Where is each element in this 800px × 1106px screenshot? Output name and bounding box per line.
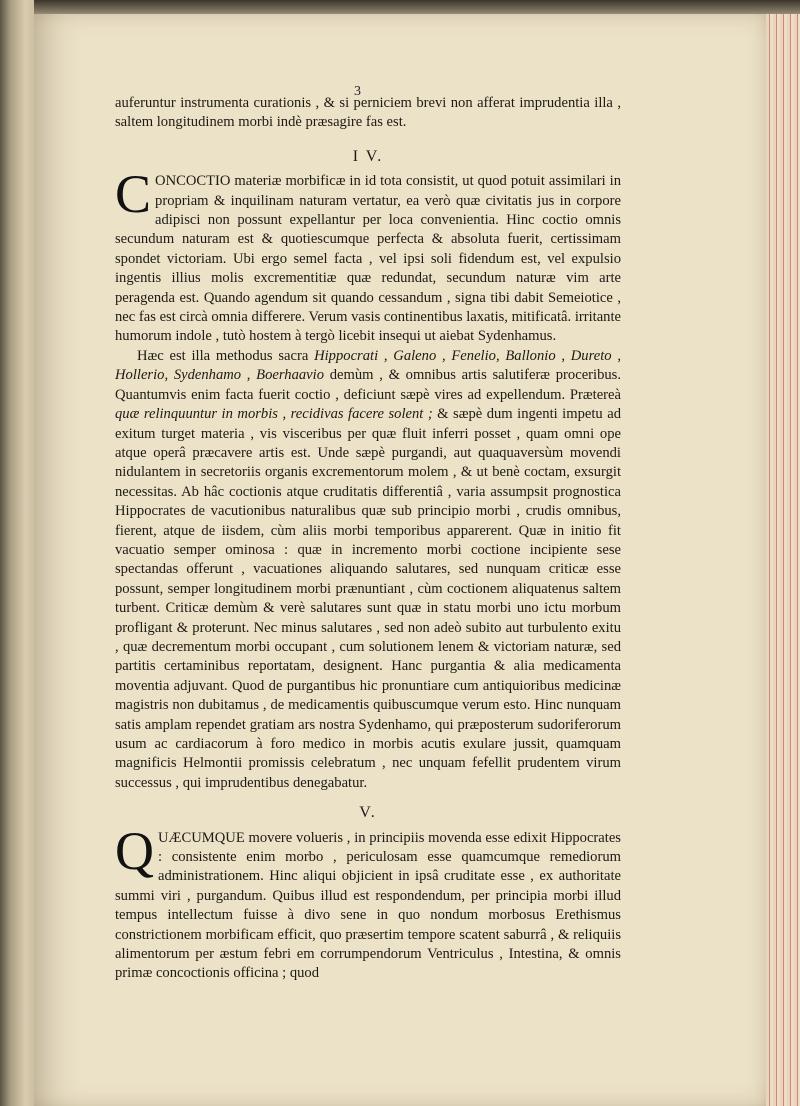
paragraph-text: & sæpè dum ingenti impetu ad exitum turget materia , vis visceribus per quæ fluit inferri posset , quam omni ope atque operâ præcavere artis est. Unde sæpè purgandi, aut quaquaversùm movendi nidulantem in secretoriis organis excrementorum molem , & ut benè coctam, exsurgit necessitas. Ab hâc coctionis atque cruditatis differentiâ , varia assumpsit prognostica Hippocrates de vacutionibus naturalibus quæ sub principio morbi , crudis omnibus, fierent, atque de iisdem, cùm aliis morbi temporibus apparerent. Quæ in initio fit vacuatio semper ominosa : quæ in incremento morbi coctione incipiente sese spectandas offerunt , vacuationes aliquando salutares, sed nunquam criticæ esse possunt, semper longitudinem morbi prænuntiant , cùm coctionem aliquatenus saltem turbent. Criticæ demùm & verè salutares sunt quæ in statu morbi uno ictu morbum profligant & proterunt. Nec minus salutares , sed non adeò subito aut turbulento exitu , quæ decrementum morbi occupant , cum solutionem lenem & victoriam naturæ, sed partitis certaminibus reportatam, designent. Hanc purgantia & alia medicamenta moventia adjuvant. Quod de purgantibus hic pronuntiare cum antiquioribus medicinæ magistris non dubitamus , de medicamentis quibuscumque verum esto. Hinc nunquam satis amplam rependet gratiam ars nostra Sydenhamo, qui præposterum sudoriferorum usum ac cardiacorum à foro medico in morbis acutis exulare jussit, quamquam magnificis Helmontii promissis celebratum , nec unquam fefellit prudentem virum successus , qui imprudentibus denegabatur. — [115, 406, 621, 791]
paragraph-text: Hæc est illa methodus sacra — [137, 347, 315, 364]
section-heading-v: V. — [359, 804, 377, 822]
book-gutter — [0, 0, 34, 1106]
paragraph-text: demùm , & omnibus artis salutiferæ proceribus. Quantumvis enim facta fuerit coctio , deficiunt sæpè vires ad expellendum. Prætereà — [115, 367, 622, 403]
page-edges — [766, 14, 800, 1106]
author-names: Hippocrati , Galeno , Fenelio, Ballonio , Dureto , Hollerio, Sydenhamo , Boerhaavio — [115, 347, 621, 384]
page-number: 3 — [354, 84, 361, 99]
drop-cap: Q — [115, 820, 154, 881]
paragraph-text: UÆCUMQUE movere volueris , in principiis movenda esse edixit Hippocrates : consistente enim morbo , periculosam esse quamcumque remediorum administrationem. Hinc aliqui objicient in ipsâ cruditate esse , ex authoritate summi viri , purgandum. Quibus illud est respondendum, per principia morbi illud tempus intellectum fuisse à divo sene in quo nondum morbosus Erethismus constrictionem morbificam efficit, quo præsertim tempore scatent saburrâ , & reliquiis alimentorum per æstum febri em corrumpendorum Ventriculus , Intestina, & omnis primæ concoctionis officina ; quod — [115, 829, 621, 982]
opening-paragraph: auferuntur instrumenta curationis , & si perniciem brevi non afferat imprudentia illa , saltem longitudinem morbi indè præsagire fas est. — [115, 95, 621, 131]
paragraph-methodus — [115, 347, 621, 793]
drop-cap: C — [115, 164, 152, 225]
section-heading-iv: I V. — [352, 147, 384, 165]
main-text — [115, 82, 621, 984]
paragraph-quaecumque — [115, 820, 621, 984]
quotation: quæ relinquuntur in morbis , recidivas facere solent ; — [115, 406, 433, 423]
paragraph-concoctio — [115, 164, 622, 347]
paragraph-text: ONCOCTIO materiæ morbificæ in id tota consistit, ut quod potuit assimilari in propriam & inquilinam naturam vertatur, ea verò quæ civitatis jus in corpore adipisci non possunt expellantur per loca convenientia. Hinc coctio omnis secundum naturam est & quotiescumque perfecta & absoluta fuerit, certissimam spondet victoriam. Ubi ergo semel facta , vel ipsi soli fidendum est, vel expulsio ingentis illius molis excrementitiæ quæ redundat, secundum naturæ vim arte peragenda est. Quando agendum sit quando cessandum , signa tibi dabit Semeiotice , nec fas est circà omnia differere. Verum vasis continentibus laxatis, mitificatâ. irritante humorum indole , tutò hostem à tergò licebit insequi ut aiebat Sydenhamus. — [115, 173, 622, 345]
